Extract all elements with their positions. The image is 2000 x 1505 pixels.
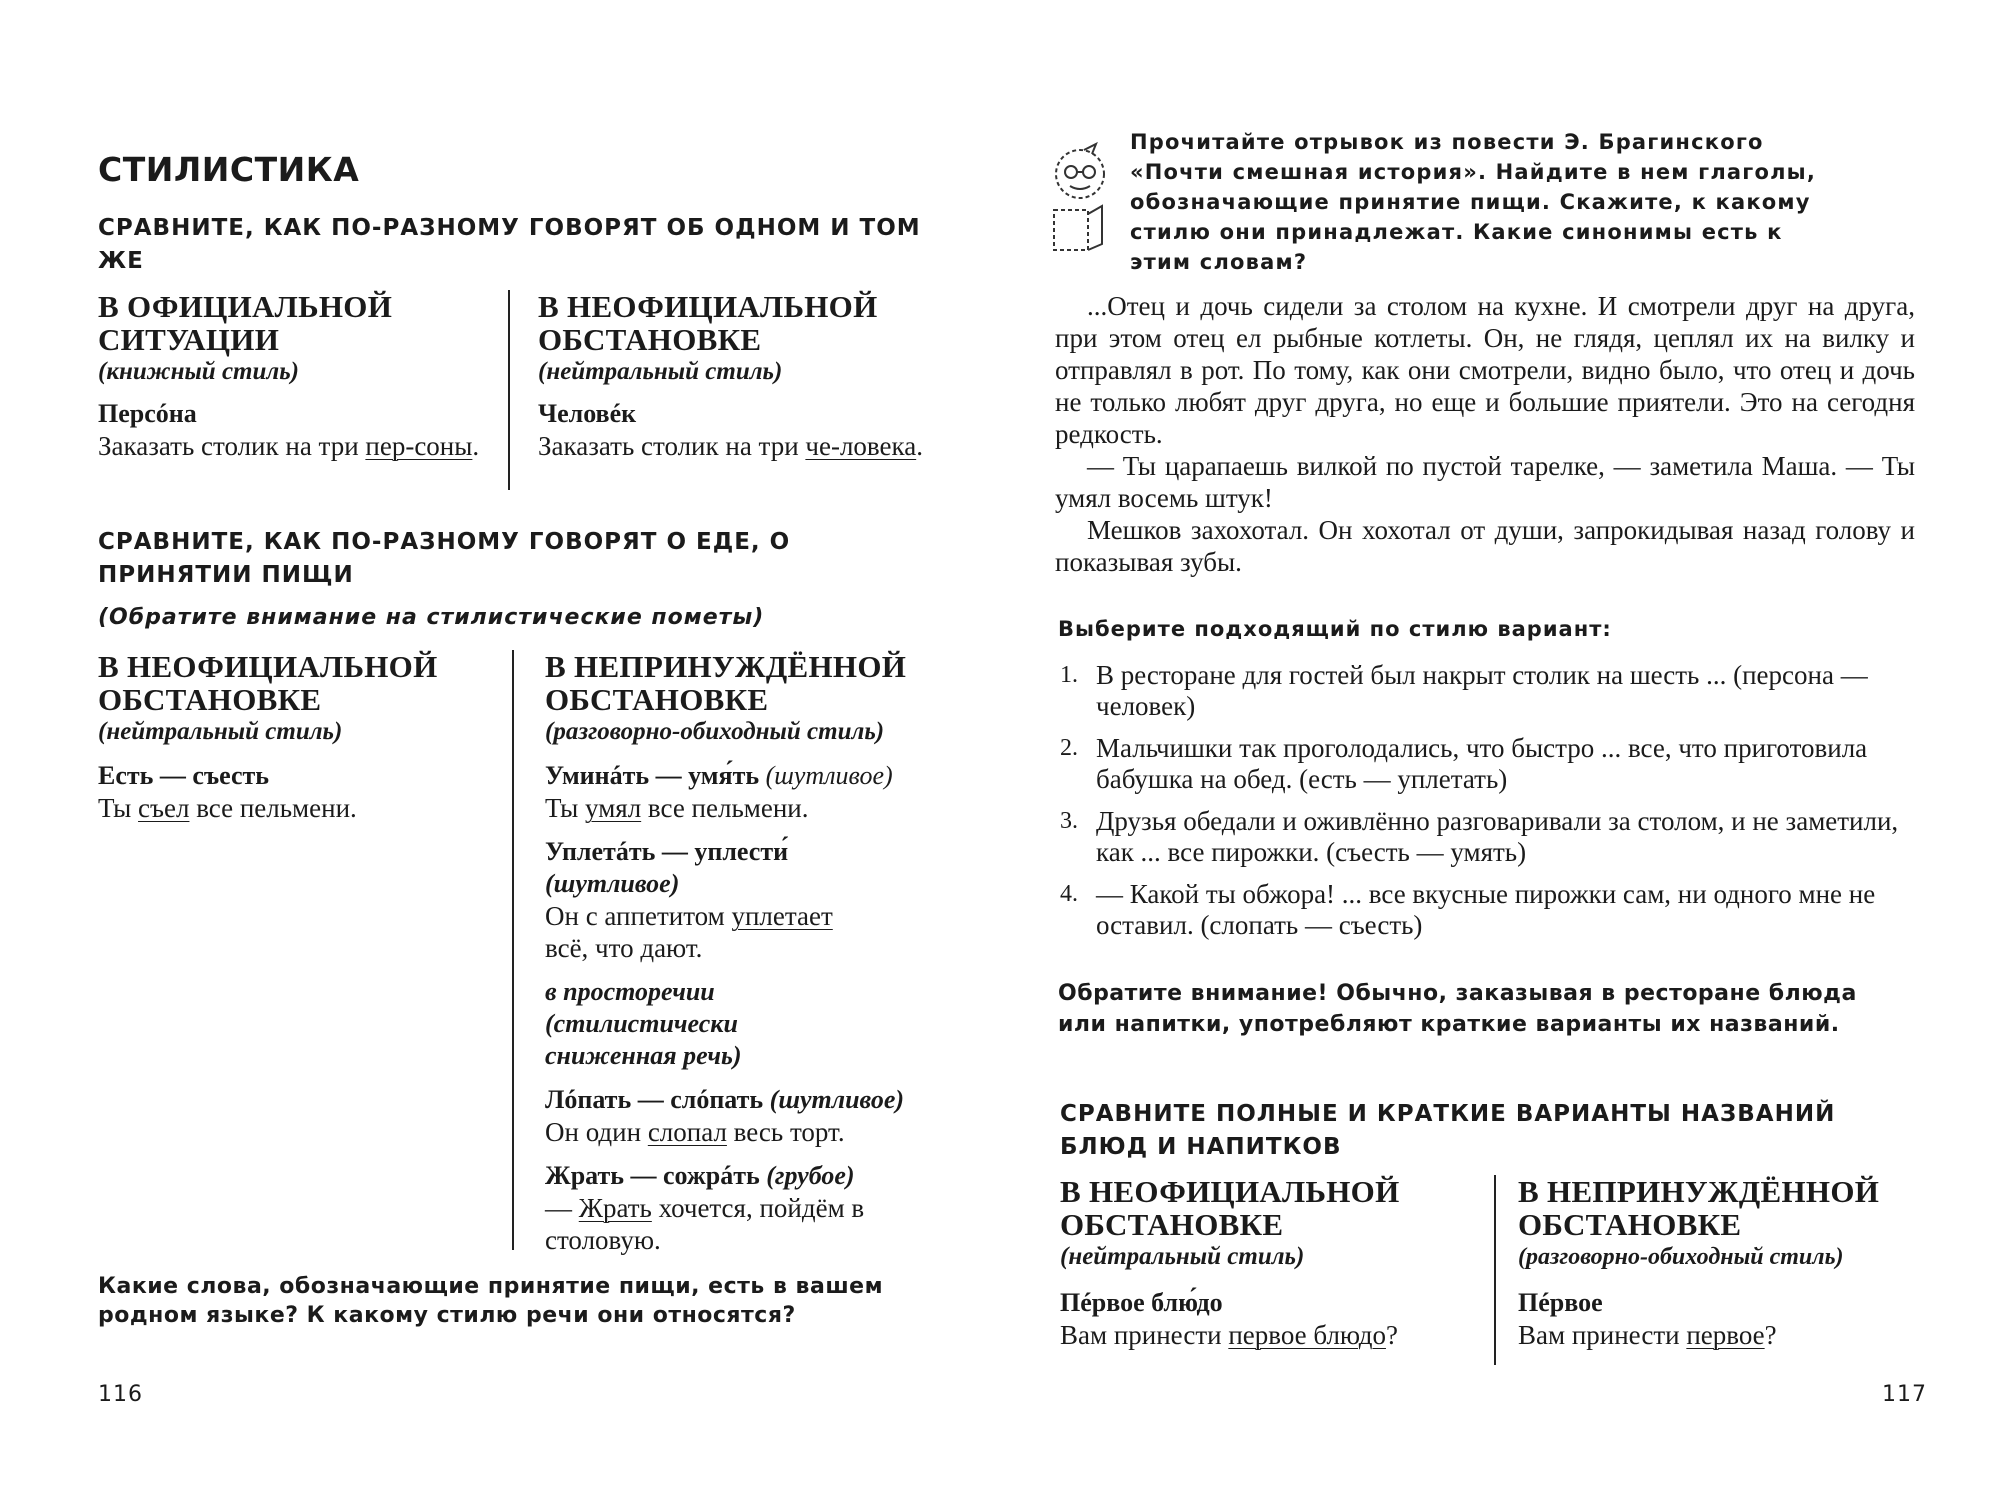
word-entry: Пéрвое bbox=[1518, 1288, 1603, 1317]
page-title: СТИЛИСТИКА bbox=[98, 150, 360, 189]
word-block bbox=[545, 836, 965, 964]
word-block bbox=[545, 1160, 965, 1256]
page-number: 117 bbox=[1882, 1382, 1927, 1407]
style-label: (разговорно-обиходный стиль) bbox=[545, 718, 885, 745]
style-label: (нейтральный стиль) bbox=[1060, 1243, 1305, 1270]
word-entry: Человéк bbox=[538, 399, 637, 428]
word-block bbox=[545, 760, 965, 824]
paragraph: — Ты царапаешь вилкой по пустой тарелке, — заметила Маша. — Ты умял восемь штук! bbox=[1055, 451, 1915, 513]
task-instructions: Прочитайте отрывок из повести Э. Брагинского «Почти смешная история». Найдите в нем глаголы, обозначающие принятие пищи. Скажите, к какому стилю они принадлежат. Какие синонимы есть к этим словам? bbox=[1130, 130, 1817, 274]
exercise-heading: Выберите подходящий по стилю вариант: bbox=[1058, 617, 1612, 641]
example: Вам принести первое? bbox=[1518, 1320, 1777, 1350]
example: Он один слопал весь торт. bbox=[545, 1117, 845, 1147]
word-entry: Персóна bbox=[98, 399, 197, 428]
column-casual bbox=[1518, 1175, 1928, 1351]
column-divider bbox=[508, 290, 510, 490]
word-entry: Уминáть — умя́ть (шутливое) bbox=[545, 761, 893, 790]
example: Ты съел все пельмени. bbox=[98, 793, 357, 823]
column-official bbox=[98, 290, 498, 462]
paragraph: ...Отец и дочь сидели за столом на кухне. И смотрели друг на друга, при этом отец ел рыбные котлеты. Он, не глядя, цеплял их на вилку и отправлял в рот. По тому, как они смотрели, видно было, что отец и дочь не только любят друг друга, но еще и большие приятели. Это на сегодня редкость. bbox=[1055, 291, 1915, 449]
story-excerpt bbox=[1055, 290, 1915, 578]
column-heading: В НЕПРИНУЖДЁННОЙ ОБСТАНОВКЕ bbox=[1518, 1174, 1880, 1242]
column-divider bbox=[512, 650, 514, 1250]
column-heading: В НЕОФИЦИАЛЬНОЙ ОБСТАНОВКЕ bbox=[538, 289, 878, 357]
section-heading: СРАВНИТЕ ПОЛНЫЕ И КРАТКИЕ ВАРИАНТЫ НАЗВАНИЙ БЛЮД И НАПИТКОВ bbox=[1060, 1101, 1836, 1160]
example: — Жрать хочется, пойдём в столовую. bbox=[545, 1193, 865, 1255]
exercise-list bbox=[1060, 660, 1915, 952]
exercise-item: 3. Друзья обедали и оживлённо разговаривали за столом, и не заметили, как ... все пирожки. (съесть — умять) bbox=[1060, 806, 1899, 867]
attention-note: Обратите внимание! Обычно, заказывая в ресторане блюда или напитки, употребляют краткие варианты их названий. bbox=[1058, 981, 1857, 1037]
column-heading: В ОФИЦИАЛЬНОЙ СИТУАЦИИ bbox=[98, 289, 393, 357]
word-block bbox=[545, 1084, 965, 1148]
word-entry: Уплетáть — уплести́ (шутливое) bbox=[545, 837, 789, 898]
exercise-item: 1. В ресторане для гостей был накрыт столик на шесть ... (персона — человек) bbox=[1060, 660, 1868, 721]
page-number: 116 bbox=[98, 1382, 143, 1407]
note: (Обратите внимание на стилистические пометы) bbox=[98, 605, 765, 630]
exercise-item: 4. — Какой ты обжора! ... все вкусные пирожки сам, ни одного мне не оставил. (слопать — съесть) bbox=[1060, 879, 1876, 940]
style-label: (книжный стиль) bbox=[98, 358, 299, 385]
style-label: (разговорно-обиходный стиль) bbox=[1518, 1244, 1844, 1270]
example: Заказать столик на три че-ловека. bbox=[538, 431, 923, 461]
style-label: (нейтральный стиль) bbox=[98, 718, 343, 745]
example: Ты умял все пельмени. bbox=[545, 793, 809, 823]
word-entry: Пéрвое блю́до bbox=[1060, 1288, 1223, 1317]
example: Он с аппетитом уплетает всё, что дают. bbox=[545, 901, 833, 963]
section-heading: СРАВНИТЕ, КАК ПО-РАЗНОМУ ГОВОРЯТ О ЕДЕ, О ПРИНЯТИИ ПИЩИ bbox=[98, 529, 791, 588]
question: Какие слова, обозначающие принятие пищи, есть в вашем родном языке? К какому стилю речи они относятся? bbox=[98, 1274, 884, 1328]
column-heading: В НЕОФИЦИАЛЬНОЙ ОБСТАНОВКЕ bbox=[1060, 1174, 1400, 1242]
example: Заказать столик на три пер-соны. bbox=[98, 431, 480, 461]
column-neutral bbox=[98, 650, 498, 824]
word-entry: Лóпать — слóпать (шутливое) bbox=[545, 1085, 905, 1114]
exercise-item: 2. Мальчишки так проголодались, что быстро ... все, что приготовила бабушка на обед. (есть — уплетать) bbox=[1060, 733, 1868, 794]
column-neutral bbox=[1060, 1175, 1480, 1351]
style-label: (нейтральный стиль) bbox=[538, 358, 783, 385]
column-neutral bbox=[538, 290, 948, 462]
paragraph: Мешков захохотал. Он хохотал от души, запрокидывая назад голову и показывая зубы. bbox=[1055, 515, 1915, 577]
column-divider bbox=[1494, 1175, 1496, 1365]
column-casual bbox=[545, 650, 965, 1256]
section-heading: СРАВНИТЕ, КАК ПО-РАЗНОМУ ГОВОРЯТ ОБ ОДНОМ И ТОМ ЖЕ bbox=[98, 215, 921, 274]
reading-icon bbox=[1040, 140, 1120, 260]
word-entry: Есть — съесть bbox=[98, 761, 270, 790]
register-note: в просторечии (стилистически сниженная речь) bbox=[545, 977, 742, 1070]
column-heading: В НЕОФИЦИАЛЬНОЙ ОБСТАНОВКЕ bbox=[98, 649, 438, 717]
word-entry: Жрать — сожрáть (грубое) bbox=[545, 1161, 855, 1190]
example: Вам принести первое блюдо? bbox=[1060, 1320, 1398, 1350]
column-heading: В НЕПРИНУЖДЁННОЙ ОБСТАНОВКЕ bbox=[545, 649, 907, 717]
